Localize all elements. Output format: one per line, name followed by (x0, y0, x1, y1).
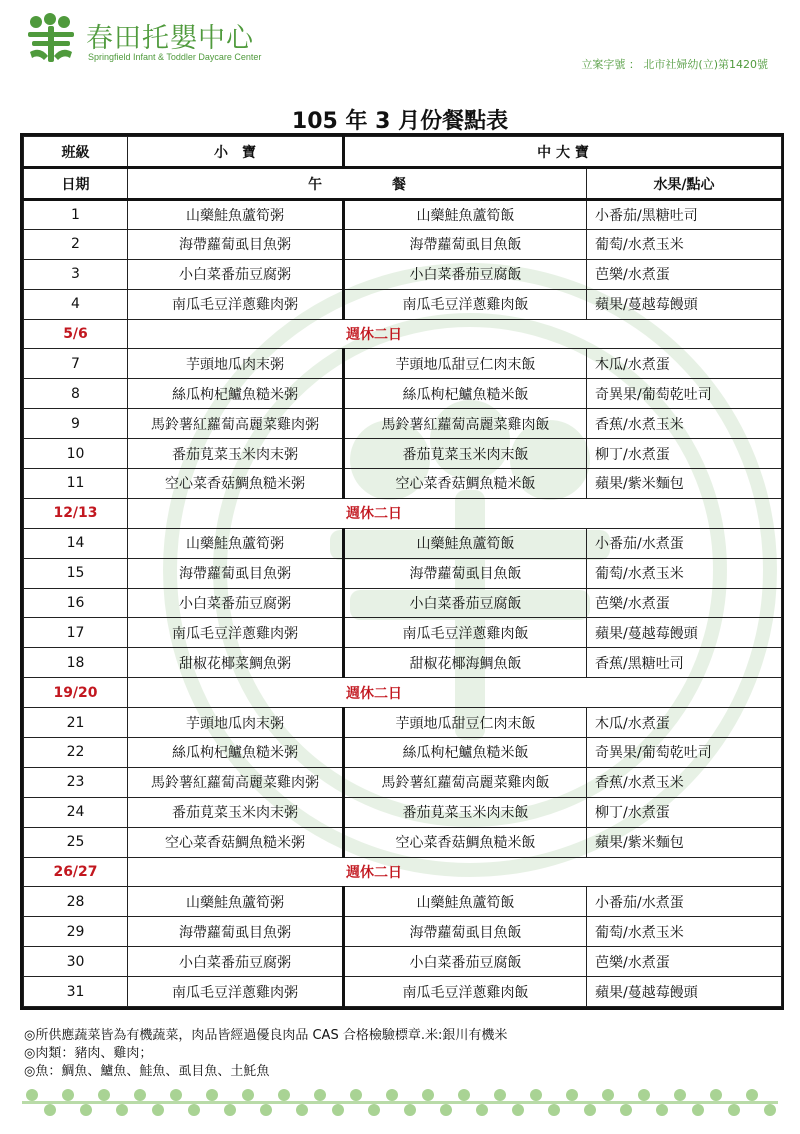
vine-leaf-icon (458, 1089, 470, 1101)
small-baby-meal-cell: 絲瓜枸杞鱸魚糙米粥 (128, 379, 344, 409)
holiday-label: 週休二日 (128, 857, 782, 887)
date-cell: 9 (24, 409, 128, 439)
holiday-date: 12/13 (24, 498, 128, 528)
small-baby-meal-cell: 番茄莧菜玉米肉末粥 (128, 439, 344, 469)
meal-row (24, 947, 782, 977)
springfield-logo-icon (22, 12, 80, 64)
vine-leaf-icon (440, 1104, 452, 1116)
vine-leaf-icon (656, 1104, 668, 1116)
table-header-class-row (24, 137, 782, 168)
big-baby-meal-cell: 南瓜毛豆洋蔥雞肉飯 (344, 977, 587, 1007)
date-cell: 24 (24, 797, 128, 827)
fruit-snack-cell: 小番茄/水煮蛋 (587, 528, 782, 558)
date-cell: 14 (24, 528, 128, 558)
small-baby-meal-cell: 甜椒花椰菜鯛魚粥 (128, 648, 344, 678)
fruit-snack-cell: 香蕉/水煮玉米 (587, 409, 782, 439)
date-cell: 7 (24, 349, 128, 379)
date-cell: 11 (24, 469, 128, 499)
vine-leaf-icon (44, 1104, 56, 1116)
date-cell: 22 (24, 738, 128, 768)
vine-leaf-icon (278, 1089, 290, 1101)
vine-leaf-icon (566, 1089, 578, 1101)
holiday-date: 19/20 (24, 678, 128, 708)
small-baby-meal-cell: 芋頭地瓜肉末粥 (128, 708, 344, 738)
fruit-snack-cell: 葡萄/水煮玉米 (587, 558, 782, 588)
vine-leaf-icon (404, 1104, 416, 1116)
vine-leaf-icon (170, 1089, 182, 1101)
vine-leaf-icon (476, 1104, 488, 1116)
date-cell: 25 (24, 827, 128, 857)
vine-leaf-icon (62, 1089, 74, 1101)
small-baby-meal-cell: 芋頭地瓜肉末粥 (128, 349, 344, 379)
meal-row (24, 917, 782, 947)
big-baby-meal-cell: 空心菜香菇鯛魚糙米飯 (344, 827, 587, 857)
big-baby-meal-cell: 山藥鮭魚蘆筍飯 (344, 528, 587, 558)
meal-row (24, 289, 782, 319)
big-baby-meal-cell: 番茄莧菜玉米肉末飯 (344, 797, 587, 827)
big-baby-meal-cell: 小白菜番茄豆腐飯 (344, 947, 587, 977)
date-cell: 18 (24, 648, 128, 678)
fruit-snack-cell: 柳丁/水煮蛋 (587, 439, 782, 469)
vine-leaf-icon (728, 1104, 740, 1116)
date-cell: 29 (24, 917, 128, 947)
vine-leaf-icon (602, 1089, 614, 1101)
fruit-snack-cell: 芭樂/水煮蛋 (587, 259, 782, 289)
meal-row (24, 767, 782, 797)
vine-leaf-icon (98, 1089, 110, 1101)
big-baby-meal-cell: 馬鈴薯紅蘿蔔高麗菜雞肉飯 (344, 767, 587, 797)
vine-leaf-icon (332, 1104, 344, 1116)
meal-row (24, 827, 782, 857)
vine-leaf-icon (674, 1089, 686, 1101)
vine-leaf-icon (206, 1089, 218, 1101)
vine-leaf-icon (314, 1089, 326, 1101)
vine-leaf-icon (224, 1104, 236, 1116)
fruit-snack-cell: 香蕉/黑糖吐司 (587, 648, 782, 678)
small-baby-meal-cell: 空心菜香菇鯛魚糙米粥 (128, 469, 344, 499)
brand-name-chinese: 春田托嬰中心 (86, 23, 254, 54)
date-cell: 30 (24, 947, 128, 977)
meal-row (24, 887, 782, 917)
small-baby-meal-cell: 絲瓜枸杞鱸魚糙米粥 (128, 738, 344, 768)
big-baby-meal-cell: 絲瓜枸杞鱸魚糙米飯 (344, 738, 587, 768)
vine-leaf-icon (710, 1089, 722, 1101)
meal-row (24, 528, 782, 558)
date-cell: 23 (24, 767, 128, 797)
header-lunch: 午 餐 (128, 168, 587, 200)
fruit-snack-cell: 蘋果/蔓越莓饅頭 (587, 289, 782, 319)
date-cell: 31 (24, 977, 128, 1007)
big-baby-meal-cell: 海帶蘿蔔虱目魚飯 (344, 558, 587, 588)
fruit-snack-cell: 香蕉/水煮玉米 (587, 767, 782, 797)
date-cell: 15 (24, 558, 128, 588)
meal-row (24, 439, 782, 469)
page-title: 105 年 3 月份餐點表 (291, 109, 509, 134)
date-cell: 21 (24, 708, 128, 738)
header-small-babies: 小 寶 (128, 137, 344, 168)
vine-leaf-icon (494, 1089, 506, 1101)
big-baby-meal-cell: 絲瓜枸杞鱸魚糙米飯 (344, 379, 587, 409)
meal-row (24, 469, 782, 499)
date-cell: 3 (24, 259, 128, 289)
fruit-snack-cell: 蘋果/紫米麵包 (587, 469, 782, 499)
big-baby-meal-cell: 番茄莧菜玉米肉末飯 (344, 439, 587, 469)
big-baby-meal-cell: 芋頭地瓜甜豆仁肉末飯 (344, 708, 587, 738)
note-organic: ◎所供應蔬菜皆為有機蔬菜，肉品皆經過優良肉品 CAS 合格檢驗標章.米:銀川有機米 (24, 1028, 508, 1043)
header-date: 日期 (24, 168, 128, 200)
vine-leaf-icon (188, 1104, 200, 1116)
meal-row (24, 588, 782, 618)
big-baby-meal-cell: 甜椒花椰海鯛魚飯 (344, 648, 587, 678)
vine-leaf-icon (764, 1104, 776, 1116)
holiday-row (24, 319, 782, 349)
vine-leaf-icon (422, 1089, 434, 1101)
vine-leaf-icon (134, 1089, 146, 1101)
fruit-snack-cell: 蘋果/蔓越莓饅頭 (587, 977, 782, 1007)
vine-leaf-icon (242, 1089, 254, 1101)
meal-row (24, 229, 782, 259)
vine-leaf-icon (80, 1104, 92, 1116)
fruit-snack-cell: 蘋果/蔓越莓饅頭 (587, 618, 782, 648)
notes (24, 1027, 507, 1081)
fruit-snack-cell: 芭樂/水煮蛋 (587, 588, 782, 618)
meal-row (24, 200, 782, 230)
meal-row (24, 977, 782, 1007)
vine-leaf-icon (548, 1104, 560, 1116)
note-fish: ◎魚：鯛魚、鱸魚、鮭魚、虱目魚、土魠魚 (24, 1064, 270, 1079)
note-meat: ◎肉類：豬肉、雞肉； (24, 1046, 153, 1061)
fruit-snack-cell: 蘋果/紫米麵包 (587, 827, 782, 857)
holiday-date: 26/27 (24, 857, 128, 887)
footer-vine-border-icon (22, 1085, 778, 1119)
vine-leaf-icon (296, 1104, 308, 1116)
small-baby-meal-cell: 南瓜毛豆洋蔥雞肉粥 (128, 977, 344, 1007)
holiday-date: 5/6 (24, 319, 128, 349)
big-baby-meal-cell: 南瓜毛豆洋蔥雞肉飯 (344, 618, 587, 648)
header-class: 班級 (24, 137, 128, 168)
holiday-row (24, 857, 782, 887)
fruit-snack-cell: 小番茄/黑糖吐司 (587, 200, 782, 230)
big-baby-meal-cell: 海帶蘿蔔虱目魚飯 (344, 917, 587, 947)
small-baby-meal-cell: 番茄莧菜玉米肉末粥 (128, 797, 344, 827)
fruit-snack-cell: 小番茄/水煮蛋 (587, 887, 782, 917)
big-baby-meal-cell: 空心菜香菇鯛魚糙米飯 (344, 469, 587, 499)
holiday-row (24, 678, 782, 708)
big-baby-meal-cell: 小白菜番茄豆腐飯 (344, 259, 587, 289)
holiday-label: 週休二日 (128, 319, 782, 349)
small-baby-meal-cell: 南瓜毛豆洋蔥雞肉粥 (128, 289, 344, 319)
vine-leaf-icon (638, 1089, 650, 1101)
meal-row (24, 259, 782, 289)
vine-leaf-icon (26, 1089, 38, 1101)
date-cell: 8 (24, 379, 128, 409)
holiday-label: 週休二日 (128, 678, 782, 708)
meal-row (24, 349, 782, 379)
date-cell: 10 (24, 439, 128, 469)
date-cell: 2 (24, 229, 128, 259)
meal-row (24, 797, 782, 827)
small-baby-meal-cell: 海帶蘿蔔虱目魚粥 (128, 558, 344, 588)
table-header-date-row (24, 168, 782, 200)
registration-number: 立案字號 ： 北市社婦幼(立)第1420號 (581, 58, 768, 71)
big-baby-meal-cell: 小白菜番茄豆腐飯 (344, 588, 587, 618)
vine-leaf-icon (350, 1089, 362, 1101)
vine-leaf-icon (584, 1104, 596, 1116)
date-cell: 16 (24, 588, 128, 618)
vine-leaf-icon (512, 1104, 524, 1116)
meal-row (24, 379, 782, 409)
small-baby-meal-cell: 小白菜番茄豆腐粥 (128, 259, 344, 289)
vine-leaf-icon (620, 1104, 632, 1116)
holiday-label: 週休二日 (128, 498, 782, 528)
small-baby-meal-cell: 馬鈴薯紅蘿蔔高麗菜雞肉粥 (128, 767, 344, 797)
big-baby-meal-cell: 山藥鮭魚蘆筍飯 (344, 200, 587, 230)
date-cell: 4 (24, 289, 128, 319)
big-baby-meal-cell: 海帶蘿蔔虱目魚飯 (344, 229, 587, 259)
small-baby-meal-cell: 海帶蘿蔔虱目魚粥 (128, 229, 344, 259)
small-baby-meal-cell: 南瓜毛豆洋蔥雞肉粥 (128, 618, 344, 648)
vine-leaf-icon (116, 1104, 128, 1116)
big-baby-meal-cell: 芋頭地瓜甜豆仁肉末飯 (344, 349, 587, 379)
big-baby-meal-cell: 馬鈴薯紅蘿蔔高麗菜雞肉飯 (344, 409, 587, 439)
small-baby-meal-cell: 山藥鮭魚蘆筍粥 (128, 200, 344, 230)
fruit-snack-cell: 芭樂/水煮蛋 (587, 947, 782, 977)
header-big-babies: 中 大 寶 (344, 137, 782, 168)
vine-leaf-icon (746, 1089, 758, 1101)
date-cell: 1 (24, 200, 128, 230)
meal-row (24, 618, 782, 648)
fruit-snack-cell: 奇異果/葡萄乾吐司 (587, 738, 782, 768)
vine-leaf-icon (386, 1089, 398, 1101)
vine-leaf-icon (152, 1104, 164, 1116)
small-baby-meal-cell: 馬鈴薯紅蘿蔔高麗菜雞肉粥 (128, 409, 344, 439)
small-baby-meal-cell: 小白菜番茄豆腐粥 (128, 588, 344, 618)
brand-name-english: Springfield Infant & Toddler Daycare Center (88, 52, 262, 62)
meal-row (24, 409, 782, 439)
fruit-snack-cell: 木瓜/水煮蛋 (587, 349, 782, 379)
holiday-row (24, 498, 782, 528)
small-baby-meal-cell: 小白菜番茄豆腐粥 (128, 947, 344, 977)
small-baby-meal-cell: 空心菜香菇鯛魚糙米粥 (128, 827, 344, 857)
meal-row (24, 558, 782, 588)
meal-row (24, 738, 782, 768)
vine-leaf-icon (530, 1089, 542, 1101)
header-fruit-snack: 水果/點心 (587, 168, 782, 200)
vine-leaf-icon (692, 1104, 704, 1116)
fruit-snack-cell: 葡萄/水煮玉米 (587, 917, 782, 947)
date-cell: 17 (24, 618, 128, 648)
vine-leaf-icon (260, 1104, 272, 1116)
small-baby-meal-cell: 海帶蘿蔔虱目魚粥 (128, 917, 344, 947)
header (0, 0, 800, 90)
fruit-snack-cell: 柳丁/水煮蛋 (587, 797, 782, 827)
meal-table (20, 133, 784, 1010)
meal-row (24, 708, 782, 738)
fruit-snack-cell: 奇異果/葡萄乾吐司 (587, 379, 782, 409)
fruit-snack-cell: 葡萄/水煮玉米 (587, 229, 782, 259)
meal-row (24, 648, 782, 678)
big-baby-meal-cell: 山藥鮭魚蘆筍飯 (344, 887, 587, 917)
big-baby-meal-cell: 南瓜毛豆洋蔥雞肉飯 (344, 289, 587, 319)
small-baby-meal-cell: 山藥鮭魚蘆筍粥 (128, 528, 344, 558)
small-baby-meal-cell: 山藥鮭魚蘆筍粥 (128, 887, 344, 917)
fruit-snack-cell: 木瓜/水煮蛋 (587, 708, 782, 738)
date-cell: 28 (24, 887, 128, 917)
vine-leaf-icon (368, 1104, 380, 1116)
